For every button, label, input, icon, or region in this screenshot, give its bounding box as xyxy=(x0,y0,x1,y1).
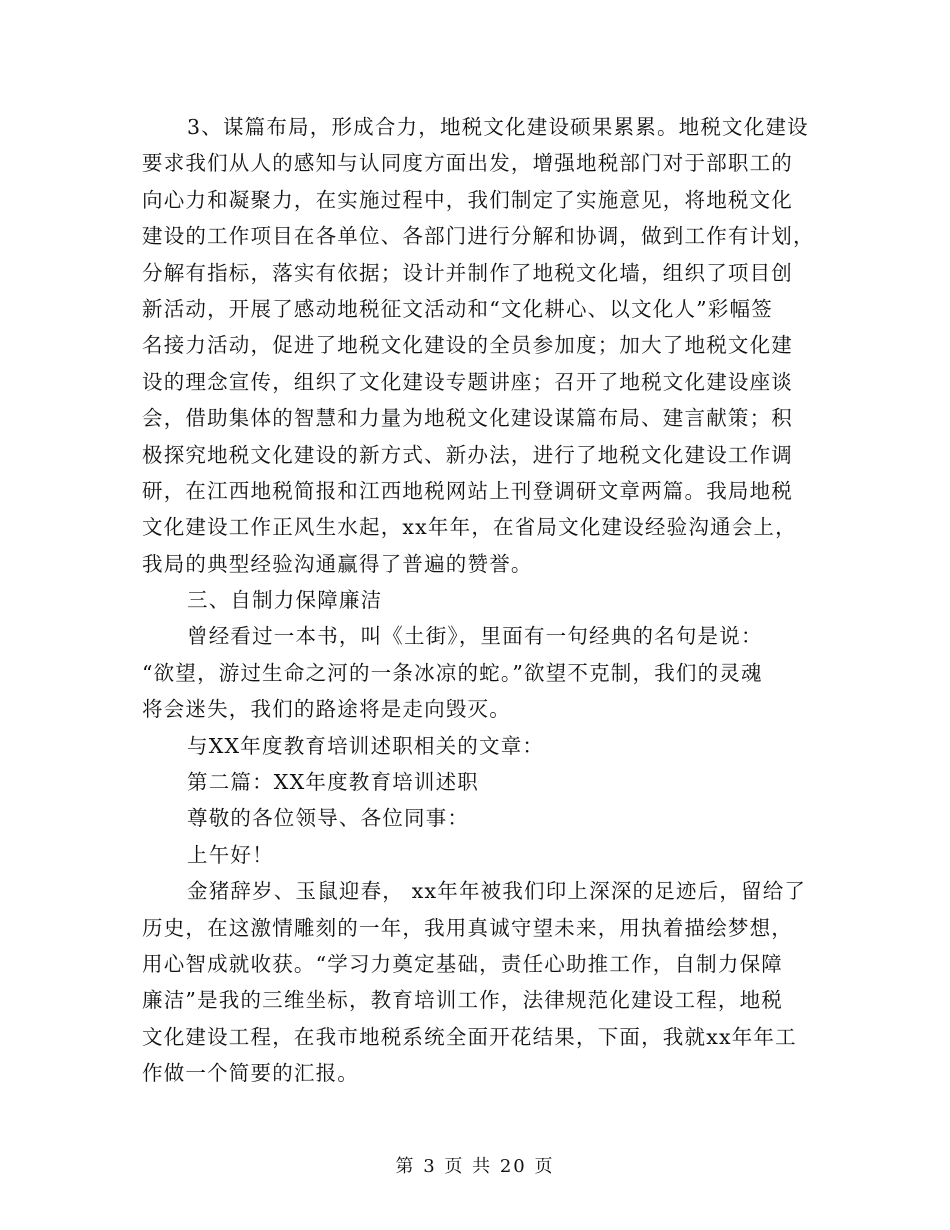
section-heading xyxy=(142,582,822,618)
related-articles-label xyxy=(142,728,822,764)
paragraph-culture-building xyxy=(142,109,822,582)
text-line: 极探究地税文化建设的新方式、新办法，进行了地税文化建设工作调 xyxy=(142,442,793,467)
text-line: 3、谋篇布局，形成合力，地税文化建设硕果累累。地税文化建设 xyxy=(187,115,809,139)
text-line: 尊敬的各位领导、各位同事： xyxy=(187,806,470,831)
text-line: 第二篇：XX年度教育培训述职 xyxy=(187,770,479,795)
salutation xyxy=(142,800,822,836)
text-line: 新活动，开展了感动地税征文活动和“文化耕心、以文化人”彩幅签 xyxy=(142,296,773,321)
text-line: 上午好！ xyxy=(187,842,274,867)
paragraph-book-quote xyxy=(142,618,822,727)
text-line: 将会迷失，我们的路途将是走向毁灭。 xyxy=(142,697,511,722)
text-line: 我局的典型经验沟通赢得了普遍的赞誉。 xyxy=(142,551,533,576)
text-line: 建设的工作项目在各单位、各部门进行分解和协调，做到工作有计划， xyxy=(142,224,815,249)
text-line: 廉洁”是我的三维坐标，教育培训工作，法律规范化建设工程，地税 xyxy=(142,988,783,1013)
text-line: 会，借助集体的智慧和力量为地税文化建设谋篇布局、建言献策；积 xyxy=(142,406,793,431)
text-line: 历史，在这激情雕刻的一年，我用真诚守望未来，用执着描绘梦想， xyxy=(142,915,793,940)
text-line: 研，在江西地税简报和江西地税网站上刊登调研文章两篇。我局地税 xyxy=(142,478,793,503)
text-line: 三、自制力保障廉洁 xyxy=(187,588,383,613)
text-line: 分解有指标，落实有依据；设计并制作了地税文化墙，组织了项目创 xyxy=(142,260,793,285)
text-line: 文化建设工作正风生水起，xx年年，在省局文化建设经验沟通会上， xyxy=(142,515,797,540)
greeting xyxy=(142,837,822,873)
article-title xyxy=(142,764,822,800)
text-line: 向心力和凝聚力，在实施过程中，我们制定了实施意见，将地税文化 xyxy=(142,187,793,212)
text-line: 与XX年度教育培训述职相关的文章： xyxy=(187,733,545,758)
text-line: 名接力活动，促进了地税文化建设的全员参加度；加大了地税文化建 xyxy=(142,333,793,358)
text-line: 金猪辞岁、玉鼠迎春， xx年年被我们印上深深的足迹后，留给了 xyxy=(187,879,807,904)
document-body xyxy=(142,109,822,1092)
text-line: 作做一个简要的汇报。 xyxy=(142,1061,359,1086)
page-number-footer: 第 3 页 共 20 页 xyxy=(395,1156,555,1177)
text-line: 曾经看过一本书，叫《土街》，里面有一句经典的名句是说： xyxy=(187,624,763,649)
text-line: 文化建设工程，在我市地税系统全面开花结果，下面，我就xx年年工 xyxy=(142,1024,797,1049)
text-line: 用心智成就收获。“学习力奠定基础，责任心助推工作，自制力保障 xyxy=(142,951,783,976)
text-line: 设的理念宣传，组织了文化建设专题讲座；召开了地税文化建设座谈 xyxy=(142,369,793,394)
text-line: “欲望，游过生命之河的一条冰凉的蛇。”欲望不克制，我们的灵魂 xyxy=(142,660,763,685)
text-line: 要求我们从人的感知与认同度方面出发，增强地税部门对于部职工的 xyxy=(142,151,793,176)
paragraph-year-review xyxy=(142,873,822,1091)
